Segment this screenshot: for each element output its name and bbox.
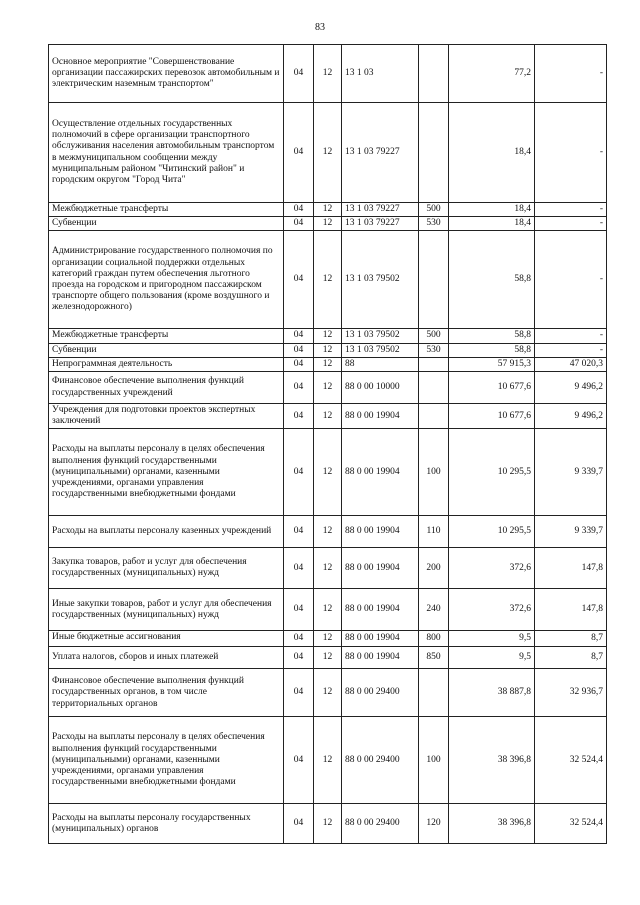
row-amount-year1: 58,8	[449, 329, 535, 343]
row-name: Расходы на выплаты персоналу в целях обеспечения выполнения функций государственными (муниципальными) органами, казенными учреждениями, органами управления государственными внебюджетными фондами	[49, 429, 284, 516]
row-amount-year2: 32 524,4	[535, 717, 607, 804]
table-row	[49, 429, 607, 516]
table-row	[49, 669, 607, 717]
row-name: Осуществление отдельных государственных полномочий в сфере организации транспортного обслуживания населения автомобильным транспортом в межмуниципальном сообщении между муниципальным районом "Читинский район" и городским округом "Город Чита"	[49, 103, 284, 203]
row-amount-year2: 147,8	[535, 589, 607, 631]
row-target-article: 13 1 03	[342, 45, 419, 103]
row-target-article: 13 1 03 79227	[342, 103, 419, 203]
row-subsection: 12	[314, 717, 342, 804]
row-amount-year1: 372,6	[449, 548, 535, 589]
row-target-article: 13 1 03 79502	[342, 343, 419, 357]
row-name: Непрограммная деятельность	[49, 357, 284, 371]
row-target-article: 13 1 03 79502	[342, 231, 419, 329]
row-subsection: 12	[314, 548, 342, 589]
row-expense-type: 530	[419, 343, 449, 357]
table-row	[49, 231, 607, 329]
table-row	[49, 203, 607, 217]
row-section: 04	[284, 343, 314, 357]
row-amount-year2: 9 496,2	[535, 404, 607, 429]
row-amount-year1: 77,2	[449, 45, 535, 103]
row-name: Закупка товаров, работ и услуг для обеспечения государственных (муниципальных) нужд	[49, 548, 284, 589]
row-target-article: 88 0 00 19904	[342, 404, 419, 429]
row-expense-type: 800	[419, 631, 449, 647]
row-amount-year2: -	[535, 103, 607, 203]
row-subsection: 12	[314, 343, 342, 357]
row-name: Администрирование государственного полномочия по организации социальной поддержки отдельных категорий граждан путем обеспечения льготного проезда на городском и пригородном пассажирском транспорте общего пользования (кроме воздушного и железнодорожного)	[49, 231, 284, 329]
row-amount-year1: 10 295,5	[449, 429, 535, 516]
row-subsection: 12	[314, 669, 342, 717]
row-name: Расходы на выплаты персоналу государственных (муниципальных) органов	[49, 804, 284, 844]
row-target-article: 88 0 00 19904	[342, 516, 419, 548]
row-expense-type	[419, 357, 449, 371]
row-section: 04	[284, 231, 314, 329]
table-row	[49, 548, 607, 589]
row-expense-type: 110	[419, 516, 449, 548]
row-expense-type: 120	[419, 804, 449, 844]
row-section: 04	[284, 631, 314, 647]
table-row	[49, 329, 607, 343]
row-amount-year2: -	[535, 217, 607, 231]
row-amount-year2: 8,7	[535, 631, 607, 647]
row-expense-type: 850	[419, 647, 449, 669]
row-expense-type	[419, 404, 449, 429]
row-target-article: 88 0 00 29400	[342, 804, 419, 844]
row-subsection: 12	[314, 45, 342, 103]
row-target-article: 88 0 00 19904	[342, 429, 419, 516]
row-amount-year1: 58,8	[449, 231, 535, 329]
table-row	[49, 357, 607, 371]
row-target-article: 88 0 00 19904	[342, 647, 419, 669]
row-expense-type	[419, 231, 449, 329]
row-amount-year2: -	[535, 45, 607, 103]
row-expense-type: 100	[419, 717, 449, 804]
row-subsection: 12	[314, 647, 342, 669]
row-section: 04	[284, 804, 314, 844]
row-amount-year2: 9 339,7	[535, 516, 607, 548]
row-section: 04	[284, 717, 314, 804]
row-expense-type: 500	[419, 329, 449, 343]
row-amount-year1: 10 677,6	[449, 372, 535, 404]
row-amount-year2: -	[535, 231, 607, 329]
table-row	[49, 45, 607, 103]
row-target-article: 88 0 00 29400	[342, 717, 419, 804]
row-section: 04	[284, 203, 314, 217]
table-row	[49, 717, 607, 804]
row-section: 04	[284, 103, 314, 203]
row-expense-type	[419, 45, 449, 103]
row-amount-year2: -	[535, 329, 607, 343]
row-amount-year1: 38 887,8	[449, 669, 535, 717]
row-expense-type	[419, 372, 449, 404]
row-amount-year1: 38 396,8	[449, 717, 535, 804]
row-amount-year1: 9,5	[449, 631, 535, 647]
row-amount-year1: 372,6	[449, 589, 535, 631]
row-section: 04	[284, 429, 314, 516]
row-amount-year1: 18,4	[449, 217, 535, 231]
row-name: Учреждения для подготовки проектов экспертных заключений	[49, 404, 284, 429]
row-section: 04	[284, 357, 314, 371]
table-row	[49, 516, 607, 548]
row-amount-year1: 9,5	[449, 647, 535, 669]
row-amount-year2: 147,8	[535, 548, 607, 589]
row-amount-year2: -	[535, 203, 607, 217]
row-expense-type: 100	[419, 429, 449, 516]
row-expense-type	[419, 103, 449, 203]
row-name: Субвенции	[49, 217, 284, 231]
row-subsection: 12	[314, 429, 342, 516]
row-amount-year1: 18,4	[449, 203, 535, 217]
row-target-article: 88 0 00 19904	[342, 589, 419, 631]
table-row	[49, 372, 607, 404]
table-row	[49, 589, 607, 631]
row-amount-year2: 32 524,4	[535, 804, 607, 844]
row-subsection: 12	[314, 404, 342, 429]
row-expense-type: 240	[419, 589, 449, 631]
row-target-article: 88 0 00 10000	[342, 372, 419, 404]
page-number: 83	[315, 22, 325, 33]
row-section: 04	[284, 404, 314, 429]
row-subsection: 12	[314, 203, 342, 217]
row-name: Финансовое обеспечение выполнения функций государственных учреждений	[49, 372, 284, 404]
row-expense-type: 200	[419, 548, 449, 589]
row-section: 04	[284, 329, 314, 343]
row-amount-year1: 38 396,8	[449, 804, 535, 844]
row-name: Иные закупки товаров, работ и услуг для обеспечения государственных (муниципальных) нужд	[49, 589, 284, 631]
row-amount-year1: 10 295,5	[449, 516, 535, 548]
row-target-article: 13 1 03 79227	[342, 203, 419, 217]
row-amount-year1: 57 915,3	[449, 357, 535, 371]
row-amount-year2: 9 339,7	[535, 429, 607, 516]
row-subsection: 12	[314, 357, 342, 371]
row-section: 04	[284, 647, 314, 669]
table-row	[49, 343, 607, 357]
row-amount-year2: 9 496,2	[535, 372, 607, 404]
row-name: Финансовое обеспечение выполнения функций государственных органов, в том числе территориальных органов	[49, 669, 284, 717]
row-amount-year1: 10 677,6	[449, 404, 535, 429]
row-expense-type: 500	[419, 203, 449, 217]
table-row	[49, 103, 607, 203]
row-subsection: 12	[314, 372, 342, 404]
table-row	[49, 804, 607, 844]
row-target-article: 88 0 00 19904	[342, 548, 419, 589]
row-name: Основное мероприятие "Совершенствование организации пассажирских перевозок автомобильным и электрическим наземным транспортом"	[49, 45, 284, 103]
row-section: 04	[284, 217, 314, 231]
row-name: Межбюджетные трансферты	[49, 203, 284, 217]
row-target-article: 88 0 00 29400	[342, 669, 419, 717]
row-target-article: 88 0 00 19904	[342, 631, 419, 647]
row-section: 04	[284, 45, 314, 103]
row-name: Расходы на выплаты персоналу казенных учреждений	[49, 516, 284, 548]
row-section: 04	[284, 372, 314, 404]
budget-table	[48, 44, 607, 844]
row-target-article: 88	[342, 357, 419, 371]
row-subsection: 12	[314, 516, 342, 548]
row-subsection: 12	[314, 804, 342, 844]
row-subsection: 12	[314, 103, 342, 203]
row-section: 04	[284, 516, 314, 548]
row-amount-year2: 8,7	[535, 647, 607, 669]
row-subsection: 12	[314, 329, 342, 343]
row-subsection: 12	[314, 631, 342, 647]
row-name: Уплата налогов, сборов и иных платежей	[49, 647, 284, 669]
row-amount-year2: 47 020,3	[535, 357, 607, 371]
row-amount-year1: 18,4	[449, 103, 535, 203]
row-name: Межбюджетные трансферты	[49, 329, 284, 343]
row-name: Иные бюджетные ассигнования	[49, 631, 284, 647]
row-subsection: 12	[314, 231, 342, 329]
row-expense-type: 530	[419, 217, 449, 231]
table-row	[49, 631, 607, 647]
row-target-article: 13 1 03 79227	[342, 217, 419, 231]
row-amount-year1: 58,8	[449, 343, 535, 357]
row-section: 04	[284, 669, 314, 717]
row-section: 04	[284, 589, 314, 631]
row-subsection: 12	[314, 217, 342, 231]
row-amount-year2: 32 936,7	[535, 669, 607, 717]
table-row	[49, 404, 607, 429]
row-target-article: 13 1 03 79502	[342, 329, 419, 343]
row-amount-year2: -	[535, 343, 607, 357]
row-section: 04	[284, 548, 314, 589]
table-row	[49, 217, 607, 231]
table-row	[49, 647, 607, 669]
row-expense-type	[419, 669, 449, 717]
row-subsection: 12	[314, 589, 342, 631]
row-name: Расходы на выплаты персоналу в целях обеспечения выполнения функций государственными (муниципальными) органами, казенными учреждениями, органами управления государственными внебюджетными фондами	[49, 717, 284, 804]
row-name: Субвенции	[49, 343, 284, 357]
